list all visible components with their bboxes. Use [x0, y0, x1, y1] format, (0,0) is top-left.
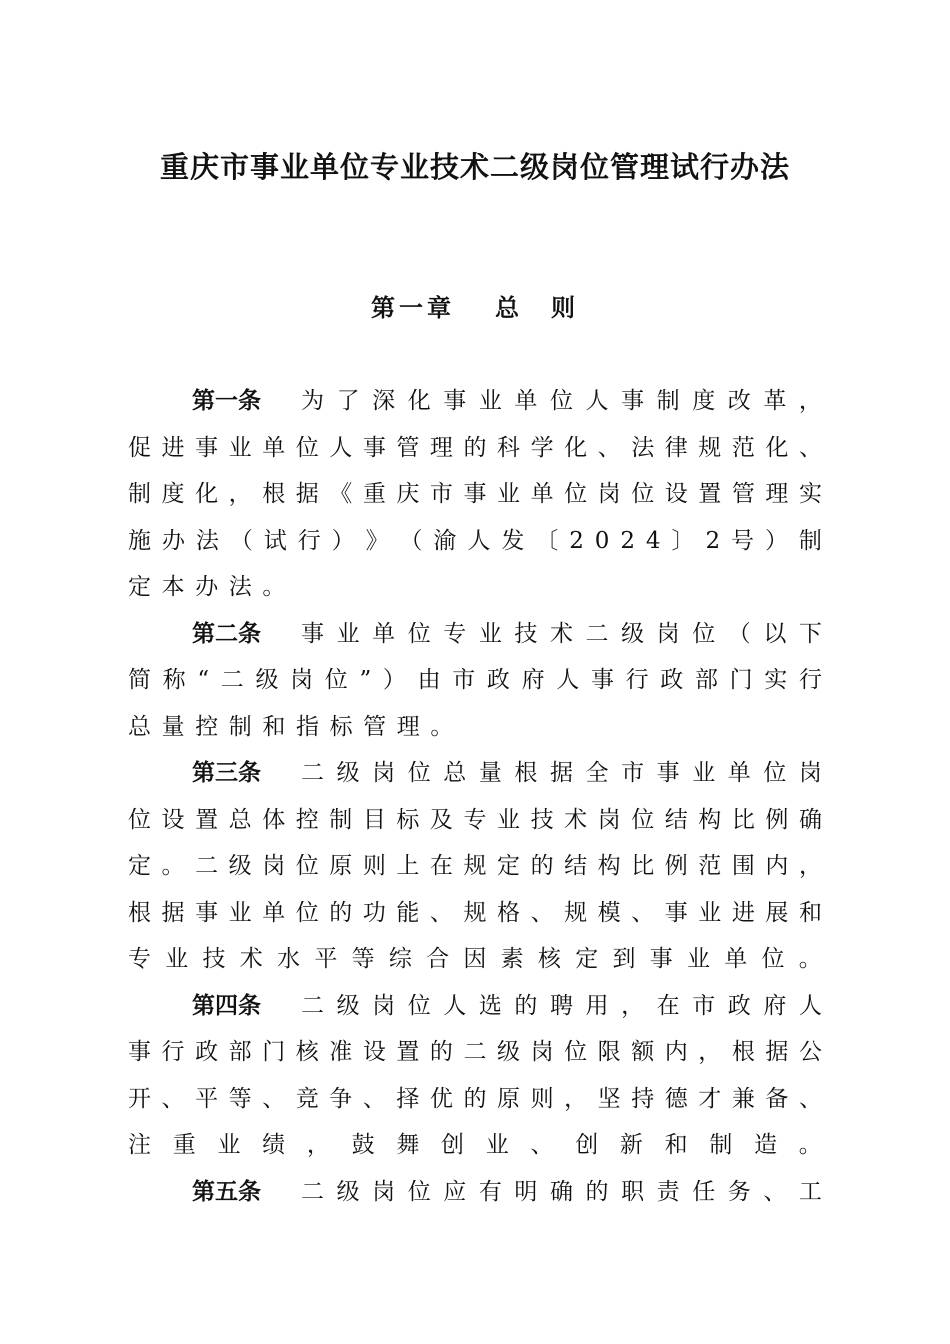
paragraph-line	[128, 611, 822, 658]
paragraph-line	[128, 936, 822, 983]
article-label: 第二条	[192, 620, 261, 647]
chapter-name-part2: 则	[551, 294, 579, 322]
document-body	[128, 378, 822, 1215]
line-text: 二 级 岗 位 人 选 的 聘 用 ， 在 市 政 府 人	[301, 992, 822, 1019]
paragraph-line	[128, 797, 822, 844]
paragraph-line	[128, 1076, 822, 1123]
line-text: 位 设 置 总 体 控 制 目 标 及 专 业 技 术 岗 位 结 构 比 例 确	[128, 806, 822, 833]
line-text: 二 级 岗 位 总 量 根 据 全 市 事 业 单 位 岗	[301, 760, 822, 786]
article-paragraph	[128, 983, 822, 1169]
line-text: 专 业 技 术 水 平 等 综 合 因 素 核 定 到 事 业 单 位 。	[128, 946, 822, 972]
line-text: 定 。 二 级 岗 位 原 则 上 在 规 定 的 结 构 比 例 范 围 内 ，	[128, 853, 822, 879]
line-text: 根 据 事 业 单 位 的 功 能 、 规 格 、 规 模 、 事 业 进 展 和	[128, 899, 822, 926]
article-label: 第四条	[192, 992, 261, 1019]
chapter-name-part1: 总	[495, 294, 523, 322]
paragraph-line	[128, 1029, 822, 1076]
line-text: 促 进 事 业 单 位 人 事 管 理 的 科 学 化 、 法 律 规 范 化 、	[128, 434, 822, 461]
line-text: 为 了 深 化 事 业 单 位 人 事 制 度 改 革 ，	[301, 388, 822, 414]
line-text: 注 重 业 绩 ， 鼓 舞 创 业 、 创 新 和 制 造 。	[128, 1132, 822, 1158]
article-paragraph	[128, 750, 822, 983]
paragraph-line	[128, 471, 822, 518]
line-text: 定 本 办 法 。	[128, 574, 286, 600]
line-text: 总 量 控 制 和 指 标 管 理 。	[128, 713, 454, 740]
paragraph-line	[128, 564, 822, 611]
article-paragraph	[128, 611, 822, 751]
article-paragraph	[128, 378, 822, 611]
paragraph-line	[128, 843, 822, 890]
document-title: 重庆市事业单位专业技术二级岗位管理试行办法	[159, 150, 790, 184]
paragraph-line	[128, 983, 822, 1030]
paragraph-line	[128, 1169, 822, 1216]
line-text: 施 办 法 （ 试 行 ） 》 （ 渝 人 发 〔 2 0 2 4 〕 2 号 ） 制	[128, 527, 822, 554]
chapter-number: 第一章	[371, 294, 455, 322]
line-text: 事 业 单 位 专 业 技 术 二 级 岗 位 （ 以 下	[301, 620, 822, 647]
paragraph-line	[128, 378, 822, 425]
paragraph-line	[128, 1122, 822, 1169]
paragraph-line	[128, 704, 822, 751]
article-label: 第一条	[192, 388, 261, 414]
article-paragraph	[128, 1169, 822, 1216]
article-label: 第五条	[192, 1178, 261, 1205]
paragraph-line	[128, 425, 822, 472]
line-text: 制 度 化 ， 根 据 《 重 庆 市 事 业 单 位 岗 位 设 置 管 理 实	[128, 481, 822, 507]
line-text: 二 级 岗 位 应 有 明 确 的 职 责 任 务 、 工	[301, 1178, 822, 1205]
article-label: 第三条	[192, 760, 261, 786]
line-text: 简 称 “ 二 级 岗 位 ” ） 由 市 政 府 人 事 行 政 部 门 实 行	[128, 667, 822, 693]
paragraph-line	[128, 657, 822, 704]
chapter-heading	[0, 290, 950, 326]
paragraph-line	[128, 750, 822, 797]
paragraph-line	[128, 890, 822, 937]
paragraph-line	[128, 518, 822, 565]
line-text: 开 、 平 等 、 竞 争 、 择 优 的 原 则 ， 坚 持 德 才 兼 备 、	[128, 1085, 822, 1112]
line-text: 事 行 政 部 门 核 准 设 置 的 二 级 岗 位 限 额 内 ， 根 据 公	[128, 1039, 822, 1065]
